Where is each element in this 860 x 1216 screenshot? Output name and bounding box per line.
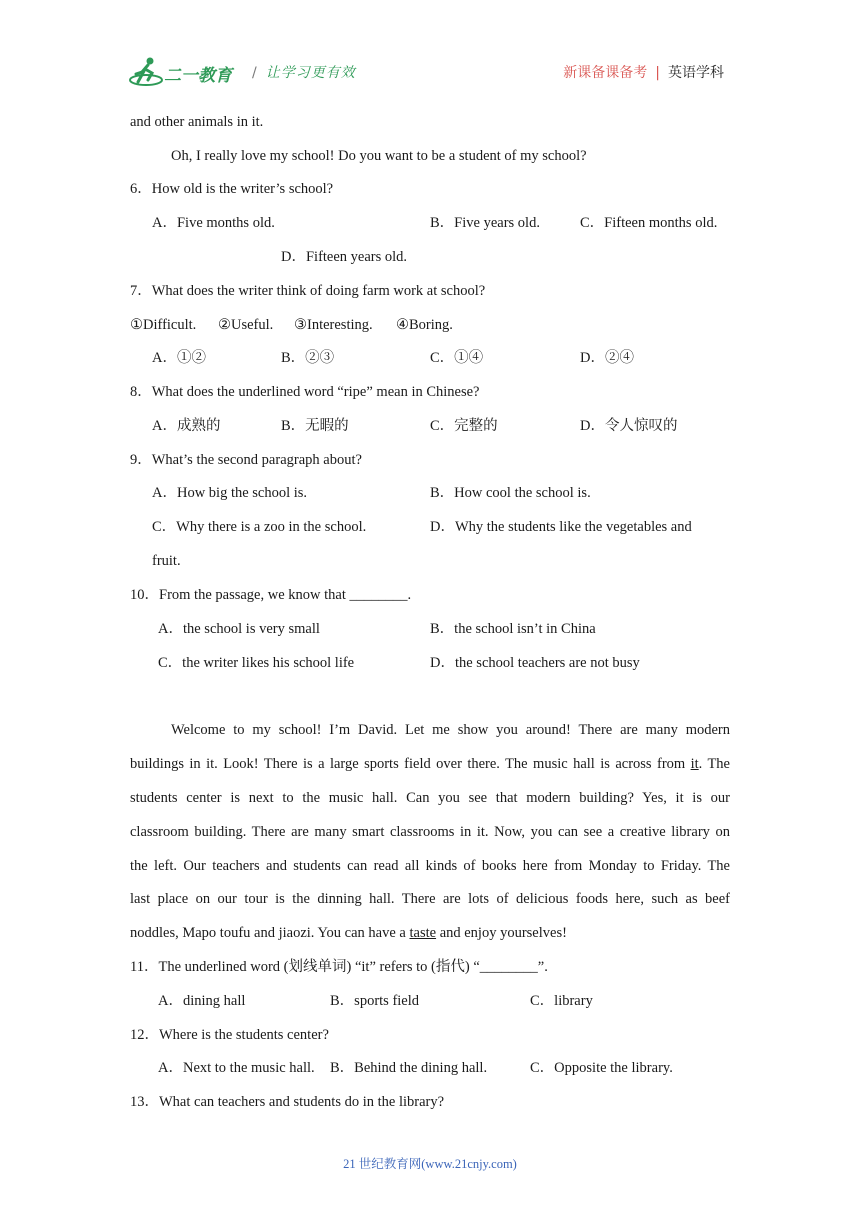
statement-7-3: ③Interesting.: [294, 317, 373, 333]
question-10: 10．From the passage, we know that ________.: [130, 587, 412, 603]
option-12b: B．Behind the dining hall.: [330, 1060, 488, 1076]
option-9d: D．Why the students like the vegetables and: [430, 519, 692, 535]
header-course: 新课备课备考: [563, 65, 648, 81]
option-12c: C．Opposite the library.: [530, 1060, 673, 1076]
underlined-word-it: it: [690, 756, 699, 772]
passage-line: last place on our tour is the dinning hall. There are lots of delicious foods here, such as beef: [130, 891, 730, 907]
question-9: 9．What’s the second paragraph about?: [130, 452, 362, 468]
option-11b: B．sports field: [330, 993, 420, 1009]
option-6d: D．Fifteen years old.: [281, 249, 408, 265]
option-7a: A．①②: [152, 350, 206, 366]
option-12a: A．Next to the music hall.: [158, 1060, 315, 1076]
question-7: 7．What does the writer think of doing farm work at school?: [130, 283, 486, 299]
option-8a: A．成熟的: [152, 418, 221, 434]
passage-line: buildings in it. Look! There is a large sports field over there. The music hall is across from it. The: [130, 756, 730, 772]
question-11: 11．The underlined word (划线单词) “it” refers to (指代) “________”.: [130, 959, 548, 975]
option-8b: B．无暇的: [281, 418, 349, 434]
option-6a: A．Five months old.: [152, 215, 275, 231]
option-10c: C．the writer likes his school life: [158, 655, 355, 671]
passage-line: classroom building. There are many smart classrooms in it. Now, you can see a creative library on: [130, 824, 730, 840]
option-11a: A．dining hall: [158, 993, 246, 1009]
option-8c: C．完整的: [430, 418, 498, 434]
brand-text: 二一教育: [164, 66, 232, 86]
option-10d: D．the school teachers are not busy: [430, 655, 640, 671]
text-line: and other animals in it.: [130, 114, 264, 130]
page-footer: 21 世纪教育网(www.21cnjy.com): [343, 1157, 517, 1171]
statement-7-1: ①Difficult.: [130, 317, 197, 333]
question-13: 13．What can teachers and students do in the library?: [130, 1094, 445, 1110]
underlined-word-taste: taste: [409, 925, 437, 941]
option-8d: D．令人惊叹的: [580, 418, 678, 434]
text-line: Oh, I really love my school! Do you want to be a student of my school?: [171, 148, 587, 164]
question-12: 12．Where is the students center?: [130, 1027, 329, 1043]
option-7c: C．①④: [430, 350, 484, 366]
option-9a: A．How big the school is.: [152, 485, 308, 501]
passage-line: Welcome to my school! I’m David. Let me show you around! There are many modern: [171, 722, 730, 738]
option-9b: B．How cool the school is.: [430, 485, 591, 501]
option-7b: B．②③: [281, 350, 335, 366]
passage-line: the left. Our teachers and students can read all kinds of books here from Monday to Friday. The: [130, 858, 730, 874]
passage-line: noddles, Mapo toufu and jiaozi. You can have a taste and enjoy yourselves!: [130, 925, 567, 941]
logo-icon: [128, 56, 240, 90]
header-subject-name: 英语学科: [668, 65, 724, 81]
option-6b: B．Five years old.: [430, 215, 540, 231]
option-9d-continued: fruit.: [152, 553, 181, 569]
option-9c: C．Why there is a zoo in the school.: [152, 519, 367, 535]
statement-7-2: ②Useful.: [218, 317, 274, 333]
option-6c: C．Fifteen months old.: [580, 215, 718, 231]
option-7d: D．②④: [580, 350, 634, 366]
option-11c: C．library: [530, 993, 593, 1009]
header-subject: 新课备课备考 | 英语学科: [563, 65, 724, 81]
passage-line: students center is next to the music hall. Can you see that modern building? Yes, it is our: [130, 790, 730, 806]
statement-7-4: ④Boring.: [396, 317, 453, 333]
question-8: 8．What does the underlined word “ripe” mean in Chinese?: [130, 384, 480, 400]
option-10b: B．the school isn’t in China: [430, 621, 596, 637]
header-slogan: / 让学习更有效: [252, 65, 356, 81]
option-10a: A．the school is very small: [158, 621, 320, 637]
question-6: 6．How old is the writer’s school?: [130, 181, 334, 197]
page-header: [128, 56, 728, 92]
